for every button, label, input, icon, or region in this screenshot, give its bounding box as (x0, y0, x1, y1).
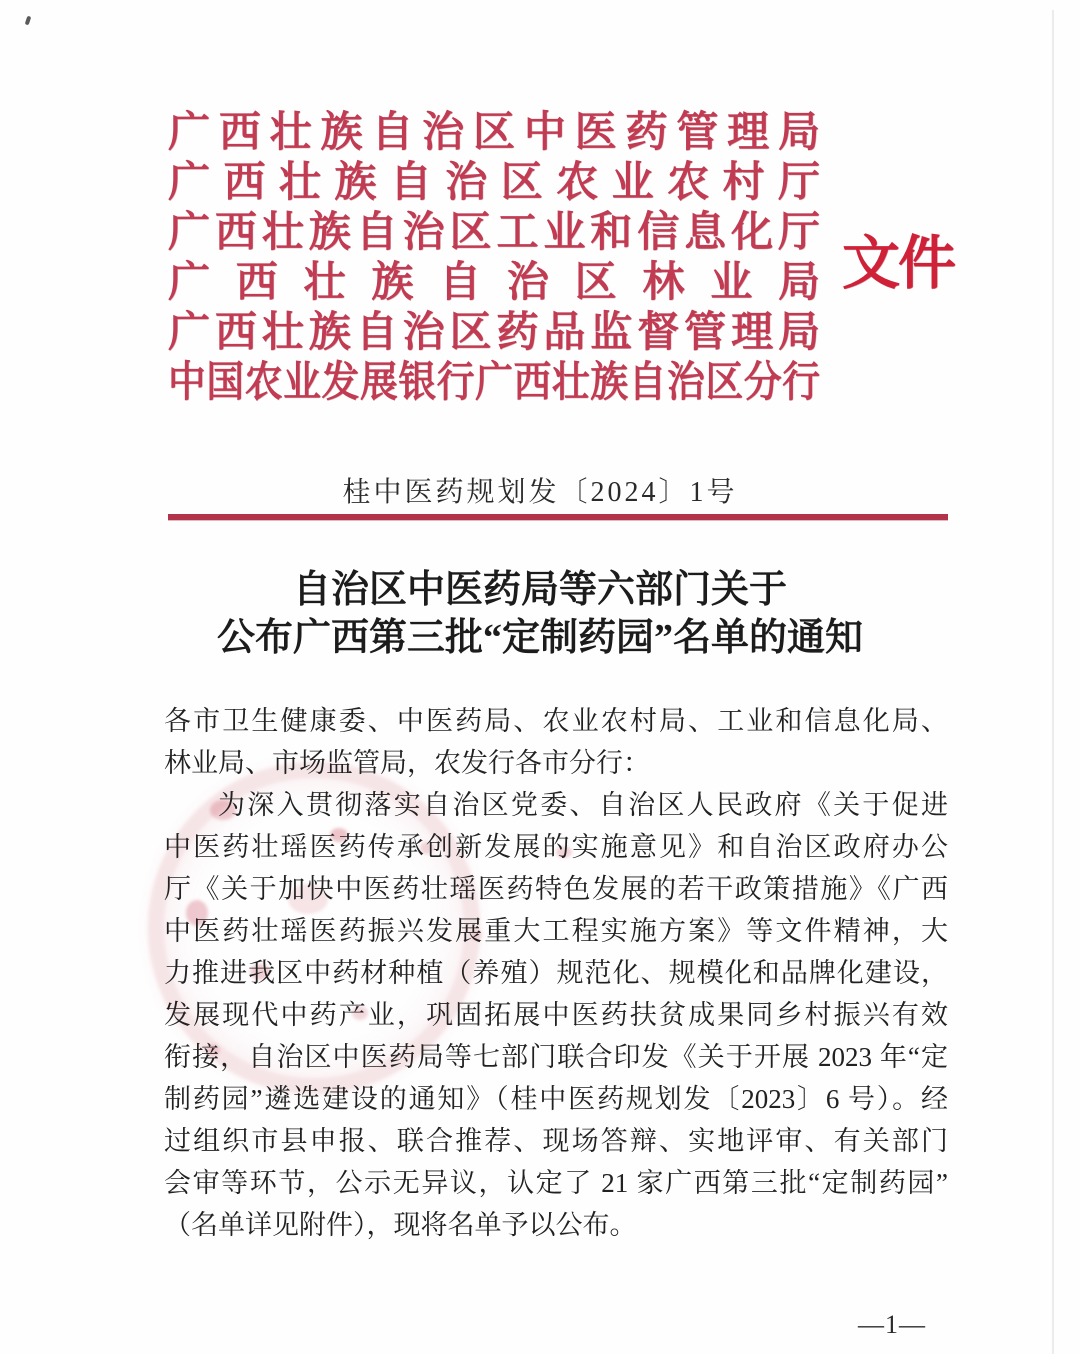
red-divider (168, 514, 948, 520)
agency-line: 广西壮族自治区农业农村厅 (168, 160, 820, 206)
scan-speck (25, 16, 32, 26)
title-line-1: 自治区中医药局等六部门关于 (292, 569, 787, 611)
agency-list (168, 108, 820, 408)
body-line: 厅《关于加快中医药壮瑶医药特色发展的若干政策措施》《广西 (164, 874, 948, 904)
document-label: 文件 (842, 231, 955, 296)
body-line: 为深入贯彻落实自治区党委、自治区人民政府《关于促进 (218, 790, 948, 820)
document-title (0, 566, 1080, 662)
body-text (164, 700, 948, 1246)
body-line: 衔接，自治区中医药局等七部门联合印发《关于开展 2023 年“定 (164, 1042, 948, 1072)
body-line: 会审等环节，公示无异议，认定了 21 家广西第三批“定制药园” (164, 1168, 948, 1198)
title-line-2: 公布广西第三批“定制药园”名单的通知 (216, 617, 863, 659)
body-line: 各市卫生健康委、中医药局、农业农村局、工业和信息化局、 (164, 706, 948, 736)
body-line: 发展现代中药产业，巩固拓展中医药扶贫成果同乡村振兴有效 (164, 1000, 948, 1030)
body-line: 过组织市县申报、联合推荐、现场答辩、实地评审、有关部门 (164, 1126, 948, 1156)
body-line: 林业局、市场监管局，农发行各市分行： (164, 748, 650, 778)
document-number: 桂中医药规划发〔2024〕1号 (342, 477, 738, 508)
agency-line: 中国农业发展银行广西壮族自治区分行 (168, 360, 820, 406)
body-line: 制药园”遴选建设的通知》（桂中医药规划发〔2023〕6 号）。经 (164, 1084, 948, 1114)
body-line: 力推进我区中药材种植（养殖）规范化、规模化和品牌化建设， (164, 958, 948, 988)
agency-line: 广西壮族自治区林业局 (168, 260, 820, 306)
body-line: 中医药壮瑶医药振兴发展重大工程实施方案》等文件精神，大 (164, 916, 948, 946)
scan-edge-line (1052, 10, 1054, 1354)
agency-line: 广西壮族自治区中医药管理局 (168, 110, 820, 156)
body-line: 中医药壮瑶医药传承创新发展的实施意见》和自治区政府办公 (164, 832, 948, 862)
body-line: （名单详见附件），现将名单予以公布。 (164, 1210, 637, 1240)
agency-line: 广西壮族自治区药品监督管理局 (168, 310, 820, 356)
page-number: —1— (858, 1310, 926, 1339)
agency-line: 广西壮族自治区工业和信息化厅 (168, 210, 820, 256)
letterhead (168, 108, 955, 408)
